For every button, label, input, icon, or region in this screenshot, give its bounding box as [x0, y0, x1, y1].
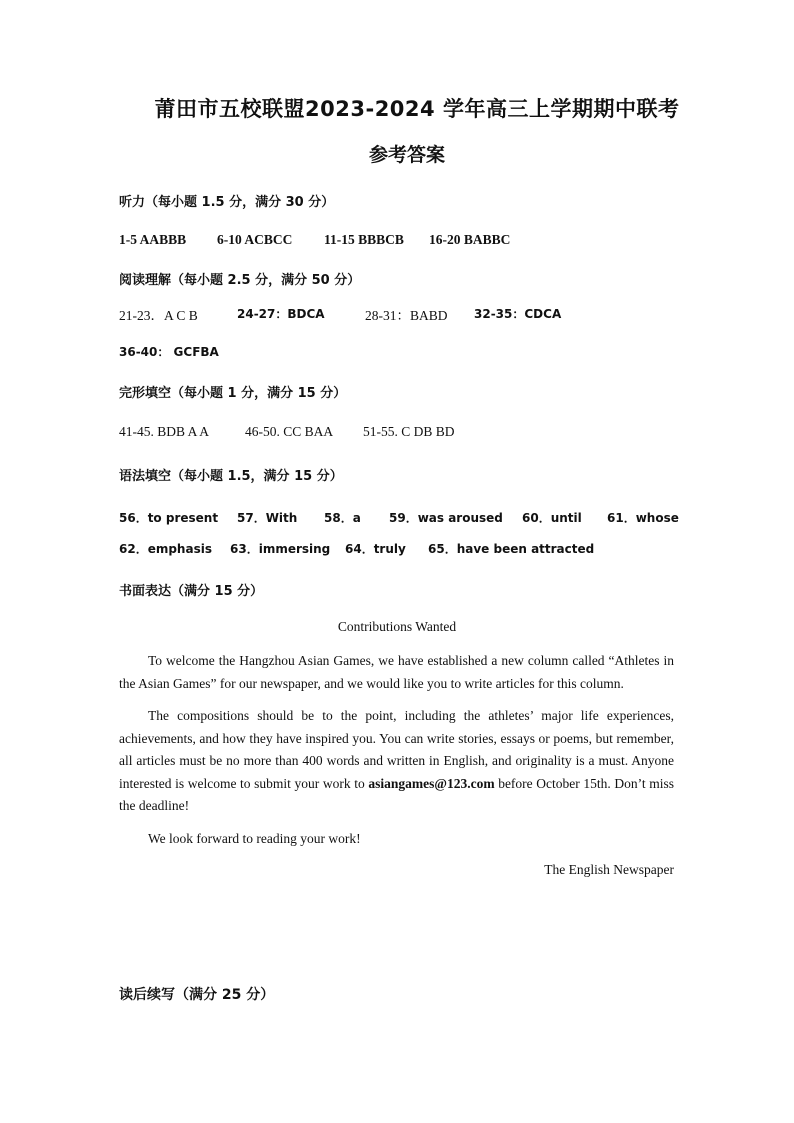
reading-answer-group: 21-23．A C B	[119, 308, 198, 323]
cloze-answer-group: 41-45. BDB A A	[119, 424, 210, 439]
grammar-answer: 56．to present	[119, 511, 219, 525]
listening-answer-group: 1-5 AABBB	[119, 232, 187, 247]
grammar-heading: 语法填空（每小题 1.5，满分 15 分）	[119, 469, 343, 484]
reading-heading: 阅读理解（每小题 2.5 分，满分 50 分）	[119, 273, 361, 288]
cloze-answer-group: 51-55. C DB BD	[363, 424, 455, 439]
essay-signature: The English Newspaper	[544, 862, 674, 877]
listening-answer-group: 16-20 BABBC	[429, 232, 511, 247]
essay-paragraph-2	[119, 705, 674, 818]
listening-answer-group: 11-15 BBBCB	[324, 232, 404, 247]
reading-answer-group: 28-31：BABD	[365, 308, 448, 323]
continuation-heading: 读后续写（满分 25 分）	[119, 987, 275, 1003]
email-address: asiangames@123.com	[368, 775, 495, 791]
grammar-answer: 63．immersing	[230, 542, 331, 556]
writing-heading: 书面表达（满分 15 分）	[119, 584, 264, 599]
grammar-answer: 57．With	[237, 511, 298, 525]
page-subtitle: 参考答案	[368, 144, 445, 166]
reading-answer-group: 24-27：BDCA	[237, 307, 325, 321]
grammar-answer: 62．emphasis	[119, 542, 212, 556]
essay-paragraph-2-end: before October 15th. Don’t miss the deadline!	[119, 775, 674, 813]
cloze-heading: 完形填空（每小题 1 分，满分 15 分）	[119, 386, 347, 401]
reading-answers-row-2: 36-40： GCFBA	[119, 345, 219, 359]
page-title: 莆田市五校联盟2023-2024 学年高三上学期期中联考	[154, 97, 680, 121]
grammar-answer: 64．truly	[345, 542, 406, 556]
grammar-answer: 58．a	[324, 511, 361, 525]
essay-title: Contributions Wanted	[337, 619, 457, 634]
essay-paragraph-2-text: The compositions should be to the point, including the athletes’ major life experiences, achievements, and how they have inspired you. You can write stories, essays or poems, but remember, all articles must be no more than 400 words and written in English, and originality is a must. Anyone interested is welcome to submit your work to	[119, 708, 674, 791]
cloze-answer-group: 46-50. CC BAA	[245, 424, 334, 439]
grammar-answer: 60．until	[522, 511, 582, 525]
grammar-answer: 59．was aroused	[389, 511, 503, 525]
essay-paragraph-3: We look forward to reading your work!	[148, 831, 361, 846]
grammar-answer: 65．have been attracted	[428, 542, 595, 556]
reading-answer-group: 32-35：CDCA	[474, 307, 562, 321]
listening-heading: 听力（每小题 1.5 分，满分 30 分）	[119, 195, 335, 210]
grammar-answer: 61．whose	[607, 511, 679, 525]
listening-answer-group: 6-10 ACBCC	[217, 232, 293, 247]
essay-paragraph-1: To welcome the Hangzhou Asian Games, we have established a new column called “Athletes in the Asian Games” for our newspaper, and we would like you to write articles for this column.	[119, 653, 674, 691]
